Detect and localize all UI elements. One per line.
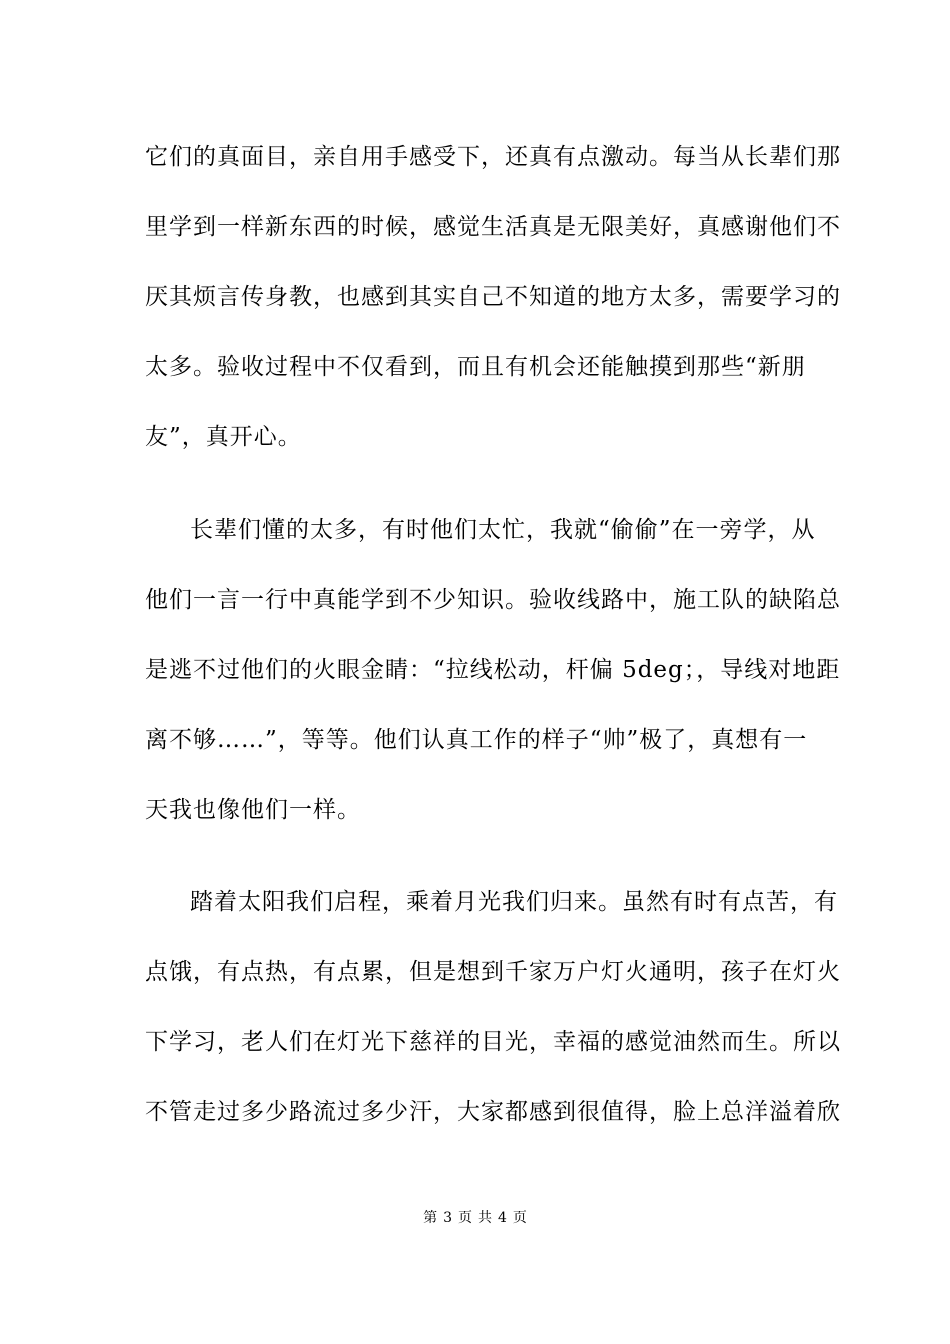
text-line: 下学习，老人们在灯光下慈祥的目光，幸福的感觉油然而生。所以	[145, 1029, 841, 1055]
text-line: 点饿，有点热，有点累，但是想到千家万户灯火通明，孩子在灯火	[145, 959, 841, 985]
text-line: 友”，真开心。	[145, 424, 302, 450]
page-footer	[0, 1208, 950, 1228]
text-line: 太多。验收过程中不仅看到，而且有机会还能触摸到那些“新朋	[145, 354, 806, 380]
paragraph-start-line: 踏着太阳我们启程，乘着月光我们归来。虽然有时有点苦，有	[190, 889, 838, 915]
text-line: 天我也像他们一样。	[145, 797, 361, 823]
text-line: 厌其烦言传身教，也感到其实自己不知道的地方太多，需要学习的	[145, 284, 841, 310]
text-line: 它们的真面目，亲自用手感受下，还真有点激动。每当从长辈们那	[145, 144, 841, 170]
current-page-number: 3	[443, 1210, 452, 1226]
footer-page-word-end: 页	[512, 1210, 527, 1226]
text-line: 是逃不过他们的火眼金睛：“拉线松动，杆偏 5deg；，导线对地距	[145, 657, 841, 683]
paragraph-start-line: 长辈们懂的太多，有时他们太忙，我就“偷偷”在一旁学，从	[190, 517, 816, 543]
footer-total-prefix: 共	[478, 1210, 492, 1226]
footer-page-word: 页	[458, 1210, 472, 1226]
text-line: 不管走过多少路流过多少汗，大家都感到很值得，脸上总洋溢着欣	[145, 1099, 841, 1125]
footer-prefix: 第	[423, 1210, 438, 1226]
total-pages-number: 4	[498, 1210, 507, 1226]
text-line: 离不够……”，等等。他们认真工作的样子“帅”极了，真想有一	[145, 727, 808, 753]
text-line: 里学到一样新东西的时候，感觉生活真是无限美好，真感谢他们不	[145, 214, 841, 240]
text-line: 他们一言一行中真能学到不少知识。验收线路中，施工队的缺陷总	[145, 587, 841, 613]
